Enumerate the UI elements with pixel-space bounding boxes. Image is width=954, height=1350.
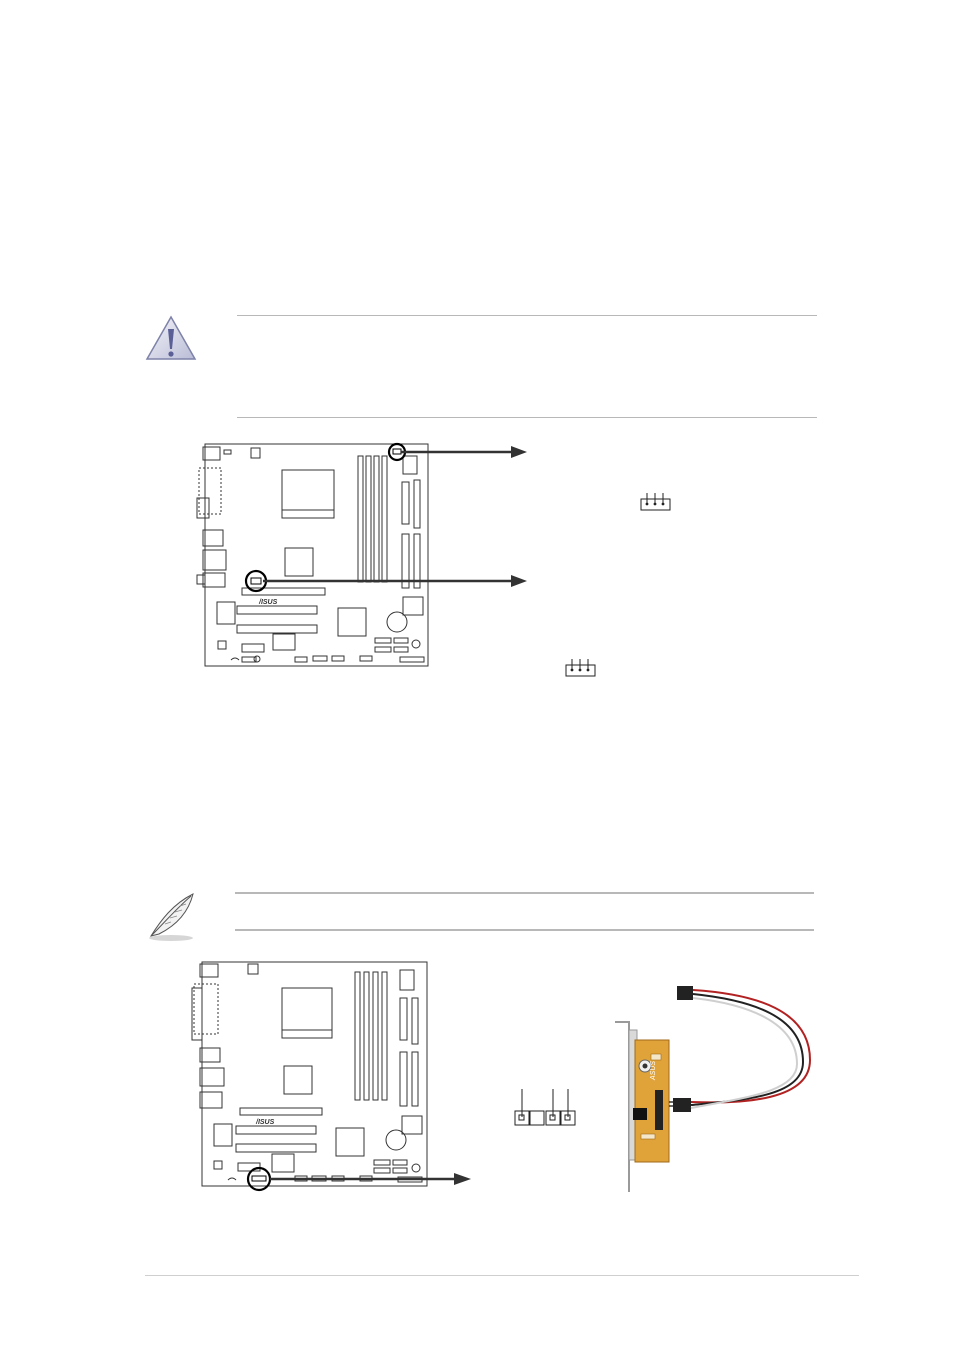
motherboard-layout-diagram-top bbox=[195, 438, 535, 674]
motherboard-layout-diagram-bottom bbox=[190, 958, 480, 1194]
caution-bottom-rule bbox=[237, 417, 817, 418]
three-pin-header-icon bbox=[565, 658, 597, 678]
caution-top-rule bbox=[237, 315, 817, 316]
feather-pen-icon bbox=[143, 890, 199, 944]
warning-triangle-icon bbox=[145, 315, 197, 363]
note-top-rule bbox=[235, 892, 814, 894]
svg-text:ASUS: ASUS bbox=[650, 1060, 657, 1080]
board-logo-top: /ISUS bbox=[259, 599, 278, 606]
board-logo-bottom: /ISUS bbox=[256, 1119, 275, 1126]
note-bottom-rule bbox=[235, 929, 814, 931]
four-pin-header-icon bbox=[512, 1087, 580, 1129]
footer-rule bbox=[145, 1275, 859, 1276]
spdif-bracket-module-photo bbox=[605, 970, 820, 1200]
three-pin-header-icon bbox=[640, 492, 672, 512]
